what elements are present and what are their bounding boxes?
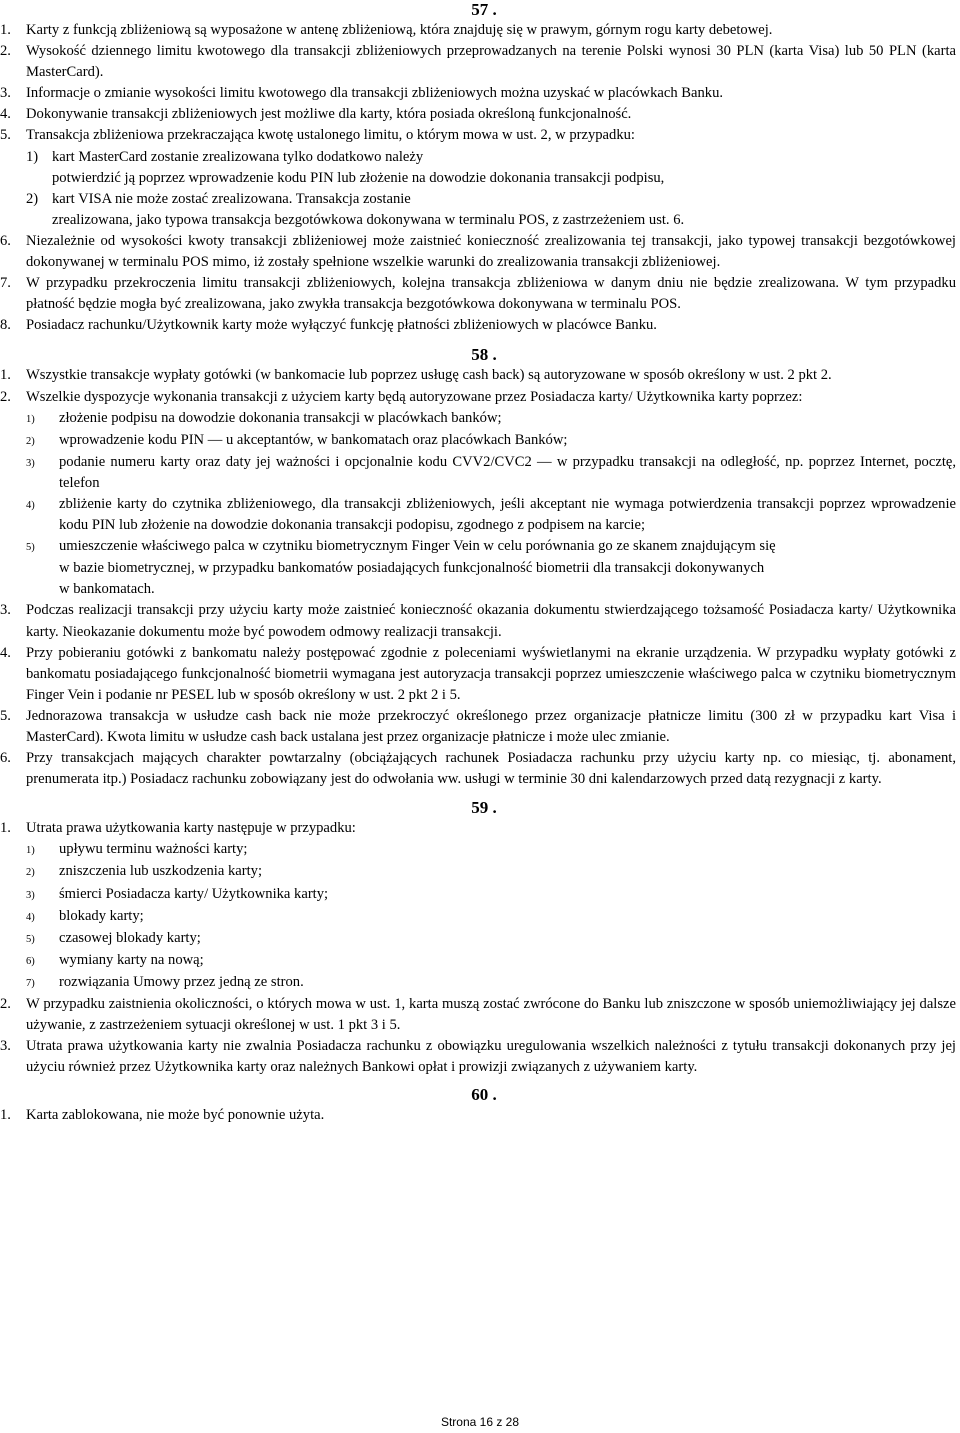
list-item	[0, 83, 956, 104]
sub-item	[26, 430, 956, 452]
section-heading-57: 57 .	[471, 0, 497, 19]
sub-item-number: 4)	[26, 499, 35, 511]
item-number: 4.	[0, 644, 11, 661]
item-number: 3.	[0, 602, 11, 619]
sub-item-text: wymiany karty na nową;	[59, 951, 204, 968]
item-number: 8.	[0, 317, 11, 334]
sub-item-number: 1)	[26, 148, 39, 165]
item-number: 4.	[0, 106, 11, 123]
list-item	[0, 365, 956, 386]
sub-item	[26, 861, 956, 883]
section-heading-60: 60 .	[471, 1085, 497, 1105]
section-heading-59: 59 .	[471, 798, 497, 818]
section-59-list	[0, 818, 960, 1078]
sub-item-number: 3)	[26, 889, 35, 901]
list-item	[0, 1036, 956, 1078]
item-body	[26, 125, 956, 230]
item-number: 1.	[0, 1107, 11, 1124]
item-text: W przypadku przekroczenia limitu transakcji zbliżeniowych, kolejna transakcja zbliżeniowa w danym dniu nie będzie zrealizowana. W tym przypadku płatność będzie mogła być zrealizowana, jako zwykła transakcja bezgotówkowa dokonywana w terminalu POS.	[26, 275, 956, 313]
section-57-list	[0, 20, 960, 336]
sub-item-continuation: zrealizowana, jako typowa transakcja bezgotówkowa dokonywana w terminalu POS, z zastrzeżeniem ust. 6.	[52, 211, 685, 228]
list-item	[0, 387, 956, 601]
item-text: Transakcja zbliżeniowa przekraczająca kwotę ustalonego limitu, o którym mowa w ust. 2, w przypadku:	[26, 127, 635, 144]
sub-item-number: 1)	[26, 413, 35, 425]
list-item	[0, 600, 956, 642]
section-60-list	[0, 1105, 960, 1126]
sub-item	[26, 950, 956, 972]
list-item	[0, 231, 956, 273]
sub-item	[26, 906, 956, 928]
list-item	[0, 104, 956, 125]
sub-item-continuation: potwierdzić ją poprzez wprowadzenie kodu PIN lub złożenie na dowodzie dokonania transakcji podpisu,	[52, 169, 665, 186]
sub-item	[26, 536, 956, 558]
list-item	[0, 1105, 956, 1126]
sub-item-text: rozwiązania Umowy przez jedną ze stron.	[59, 973, 304, 990]
sub-item-text: zbliżenie karty do czytnika zbliżeniowego, dla transakcji zbliżeniowych, jeśli akceptant nie wymaga potwierdzenia transakcji poprzez wprowadzenie kodu PIN lub złożenie na dowodzie dokonania transakcji podopisu, zgodnego z podpisem na karcie;	[59, 495, 956, 534]
item-number: 5.	[0, 707, 11, 724]
sub-item-continuation: w bazie biometrycznej, w przypadku bankomatów posiadających funkcjonalność biometrii dla transakcji dokonywanych	[59, 560, 765, 577]
sub-item-number: 1)	[26, 845, 35, 857]
item-number: 2.	[0, 388, 11, 405]
list-item	[0, 748, 956, 790]
page-footer: Strona 16 z 28	[440, 1415, 520, 1429]
item-text: Wszelkie dyspozycje wykonania transakcji z użyciem karty będą autoryzowane przez Posiadacza karty/ Użytkownika karty poprzez:	[26, 388, 803, 405]
list-item	[0, 20, 956, 41]
sub-item-text: upływu terminu ważności karty;	[59, 841, 248, 858]
sub-item-text: złożenie podpisu na dowodzie dokonania transakcji w placówkach banków;	[59, 409, 502, 426]
sub-item-number: 2)	[26, 190, 39, 207]
item-number: 5.	[0, 127, 11, 144]
item-number: 2.	[0, 43, 11, 60]
sub-item-text: blokady karty;	[59, 907, 144, 924]
item-number: 6.	[0, 750, 11, 767]
item-number: 3.	[0, 85, 11, 102]
sub-item-text: umieszczenie właściwego palca w czytniku biometrycznym Finger Vein w celu porównania go ze skanem znajdującym się	[59, 538, 776, 555]
item-text: Podczas realizacji transakcji przy użyciu karty może zaistnieć konieczność okazania dokumentu stwierdzającego tożsamość Posiadacza karty/ Użytkownika karty. Nieokazanie dokumentu może być powodem odmowy realizacji transakcji.	[26, 602, 956, 640]
sub-item-number: 2)	[26, 435, 35, 447]
list-item	[0, 315, 956, 336]
list-item	[0, 41, 956, 83]
section-heading-58: 58 .	[471, 345, 497, 365]
sub-item	[26, 408, 956, 430]
sub-item-text: śmierci Posiadacza karty/ Użytkownika karty;	[59, 885, 329, 902]
item-text: Karta zablokowana, nie może być ponownie użyta.	[26, 1107, 325, 1124]
item-number: 2.	[0, 996, 11, 1013]
list-item	[0, 818, 956, 994]
sub-item-number: 4)	[26, 911, 35, 923]
item-number: 3.	[0, 1038, 11, 1055]
sub-item	[26, 452, 956, 494]
item-text: Wszystkie transakcje wypłaty gotówki (w bankomacie lub poprzez usługę cash back) są autoryzowane w sposób określony w ust. 2 pkt 2.	[26, 367, 832, 384]
list-item	[0, 706, 956, 748]
sub-item-text: czasowej blokady karty;	[59, 929, 201, 946]
list-item	[0, 125, 956, 230]
sub-item	[26, 147, 956, 168]
item-text: Posiadacz rachunku/Użytkownik karty może wyłączyć funkcję płatności zbliżeniowych w placówce Banku.	[26, 317, 657, 334]
sub-item-text: zniszczenia lub uszkodzenia karty;	[59, 863, 263, 880]
section-58-list	[0, 365, 960, 790]
sub-item	[26, 839, 956, 861]
item-text: Przy pobieraniu gotówki z bankomatu należy postępować zgodnie z poleceniami wyświetlanymi na ekranie urządzenia. W przypadku wypłaty gotówki z bankomatu posiadającego funkcjonalność biometrii wymagana jest autoryzacja transakcji poprzez umieszczenie właściwego palca w czytniku biometrycznym Finger Vein i podanie nr PESEL lub w sposób określony w ust. 2 pkt 2 i 5.	[26, 644, 956, 703]
sub-item	[26, 928, 956, 950]
item-text: Utrata prawa użytkowania karty nie zwalnia Posiadacza rachunku z obowiązku uregulowania wszelkich należności z tytułu transakcji dokonanych przy jej użyciu również przez Użytkownika karty oraz należnych Bankowi opłat i prowizji związanych z używaniem karty.	[26, 1038, 956, 1076]
sub-item-number: 5)	[26, 542, 35, 554]
item-text: Informacje o zmianie wysokości limitu kwotowego dla transakcji zbliżeniowych można uzyskać w placówkach Banku.	[26, 85, 724, 102]
item-text: Niezależnie od wysokości kwoty transakcji zbliżeniowej może zaistnieć konieczność zrealizowania tej transakcji, jako typowej transakcji bezgotówkowej dokonywanej w terminalu POS mimo, iż zostały spełnione wszelkie warunki do zrealizowania transakcji zbliżeniowej.	[26, 232, 956, 271]
sub-item-continuation: w bankomatach.	[59, 581, 155, 598]
sub-item	[26, 494, 956, 536]
sub-item-number: 5)	[26, 933, 35, 945]
sub-item-text: wprowadzenie kodu PIN — u akceptantów, w bankomatach oraz placówkach Banków;	[59, 431, 568, 448]
list-item	[0, 994, 956, 1036]
sub-item-text: podanie numeru karty oraz daty jej ważności i opcjonalnie kodu CVV2/CVC2 — w przypadku transakcji na odległość, np. poprzez Internet, pocztę, telefon	[59, 453, 956, 491]
item-text: Karty z funkcją zbliżeniową są wyposażone w antenę zbliżeniową, która znajduję się w prawym, górnym rogu karty debetowej.	[26, 22, 773, 38]
item-text: Przy transakcjach mających charakter powtarzalny (obciążających rachunek Posiadacza rachunku przy użyciu karty np. co miesiąc, tj. abonament, prenumerata itp.) Posiadacz rachunku zobowiązany jest do odwołania ww. usługi w terminie 30 dni kalendarzowych przed datą rezygnacji z karty.	[26, 750, 956, 788]
sub-item-number: 6)	[26, 955, 35, 967]
sub-item	[26, 972, 956, 994]
item-text: W przypadku zaistnienia okoliczności, o których mowa w ust. 1, karta muszą zostać zwrócone do Banku lub zniszczone w sposób uniemożliwiający jej dalsze używanie, z zastrzeżeniem sytuacji określonej w ust. 1 pkt 3 i 5.	[26, 996, 956, 1034]
item-number: 7.	[0, 275, 11, 292]
sub-item-number: 2)	[26, 867, 35, 879]
item-number: 1.	[0, 367, 11, 384]
list-item	[0, 273, 956, 315]
list-item	[0, 643, 956, 706]
sub-item-number: 7)	[26, 977, 35, 989]
item-number: 1.	[0, 820, 11, 837]
sub-item	[26, 189, 956, 210]
item-text: Utrata prawa użytkowania karty następuje w przypadku:	[26, 820, 356, 837]
sub-item-text: kart VISA nie może zostać zrealizowana. Transakcja zostanie	[52, 190, 411, 207]
item-text: Jednorazowa transakcja w usłudze cash back nie może przekroczyć określonego przez organizacje płatnicze limitu (300 zł w przypadku kart Visa i MasterCard). Kwota limitu w usłudze cash back ustalana jest przez organizacje płatnicze i może ulec zmianie.	[26, 707, 956, 745]
sub-item-text: kart MasterCard zostanie zrealizowana tylko dodatkowo należy	[52, 148, 424, 165]
sub-item-number: 3)	[26, 457, 35, 469]
item-text: Dokonywanie transakcji zbliżeniowych jest możliwe dla karty, która posiada określoną funkcjonalność.	[26, 106, 632, 123]
item-number: 1.	[0, 22, 11, 38]
item-text: Wysokość dziennego limitu kwotowego dla transakcji zbliżeniowych przeprowadzanych na terenie Polski wynosi 30 PLN (karta Visa) lub 50 PLN (karta MasterCard).	[26, 43, 956, 81]
item-body	[26, 387, 956, 601]
item-body	[26, 818, 956, 994]
sub-item	[26, 884, 956, 906]
item-number: 6.	[0, 232, 11, 249]
